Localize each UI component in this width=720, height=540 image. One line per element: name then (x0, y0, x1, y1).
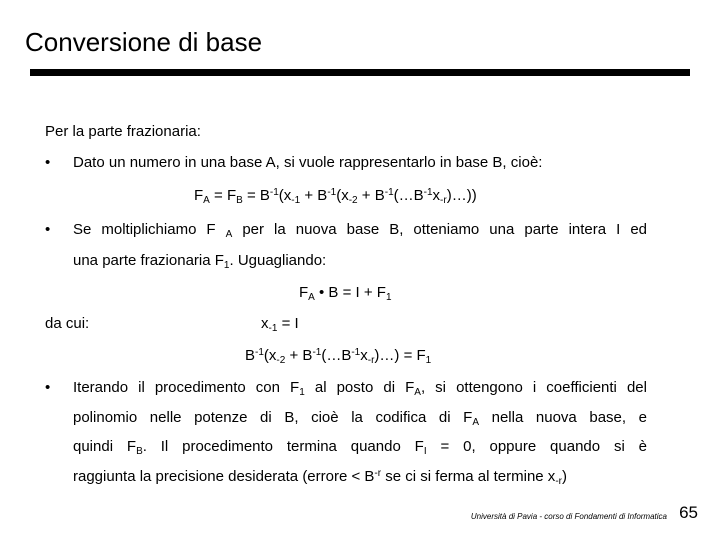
intro-text: Per la parte frazionaria: (45, 123, 201, 140)
bullet-2-marker: • (45, 221, 51, 238)
bullet-3-line-1: Iterando il procedimento con $F_1$ al posto di $F_A$, si ottengono i coefficienti del (73, 379, 647, 398)
equation-4: $B^{-1}(x_{-2}$ + $B^{-1}(\dots B^{-1}x_{-r})\dots) = F_1$ (245, 347, 432, 366)
bullet-3-line-4: raggiunta la precisione desiderata (errore < $B^{-r}$ se ci si ferma al termine $x_{-r}$) (73, 468, 567, 487)
da-cui-label: da cui: (45, 315, 90, 332)
equation-3: $x_{-1} = I$ (261, 315, 299, 334)
title-divider (30, 69, 690, 76)
bullet-1-marker: • (45, 154, 51, 171)
page-number: 65 (679, 503, 698, 522)
equation-1: $F_A = F_B = B^{-1}(x_{-1} + B^{-1}(x_{-2}$ + $B^{-1}(\dots B^{-1}x_{-r})\dots$)) (194, 187, 477, 206)
bullet-1-text: Dato un numero in una base A, si vuole rappresentarlo in base B, cioè: (73, 154, 543, 171)
slide-title: Conversione di base (25, 27, 263, 57)
bullet-2-line-1: Se moltiplichiamo F $_A$ per la nuova base B, otteniamo una parte intera I ed (73, 221, 648, 240)
bullet-2-line-2: una parte frazionaria $F_1$. Uguagliando: (73, 252, 327, 271)
footer-course: Università di Pavia - corso di Fondamenti di Informatica (470, 512, 667, 521)
bullet-3-marker: • (45, 379, 51, 396)
bullet-3-line-2: polinomio nelle potenze di B, cioè la codifica di $F_A$ nella nuova base, e (73, 409, 647, 428)
bullet-3-line-3: quindi $F_B$. Il procedimento termina quando $F_I = 0$, oppure quando si è (73, 438, 647, 457)
equation-2: $F_A$ • $B = I + F_1$ (299, 284, 392, 303)
